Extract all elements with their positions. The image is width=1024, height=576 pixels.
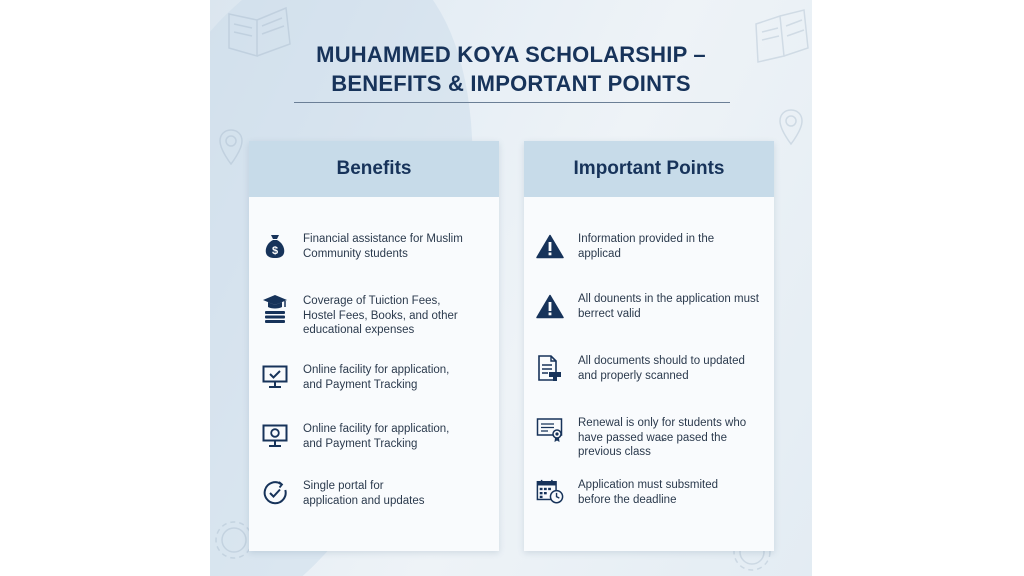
benefit-item: Online facility for application, and Payment Tracking [249, 422, 499, 451]
title-divider [294, 102, 730, 103]
important-item: All dounents in the application must berrect valid [524, 292, 774, 321]
title-line-1: MUHAMMED KOYA SCHOLARSHIP – [316, 42, 706, 67]
title-line-2: BENEFITS & IMPORTANT POINTS [331, 71, 691, 96]
monitor-refresh-icon [261, 422, 289, 450]
graduation-cap-books-icon [261, 294, 289, 322]
benefit-item: Online facility for application, and Payment Tracking [249, 363, 499, 392]
benefit-item: $ Financial assistance for Muslim Community students [249, 232, 499, 261]
calendar-clock-icon [536, 478, 564, 506]
important-item: All documents should to updated and properly scanned [524, 354, 774, 383]
warning-icon [536, 292, 564, 320]
money-bag-icon [261, 232, 289, 260]
location-pin-icon [778, 108, 804, 146]
warning-icon [536, 232, 564, 260]
important-item: Information provided in the applicad [524, 232, 774, 261]
document-scan-icon [536, 354, 564, 382]
benefits-card [249, 141, 499, 551]
location-pin-icon [218, 128, 244, 166]
benefit-item: Coverage of Tuiction Fees, Hostel Fees, Books, and other educational expenses [249, 294, 499, 338]
benefit-item: Single portal for application and updates [249, 479, 499, 508]
page-title [210, 40, 812, 98]
important-item: Renewal is only for students who have passed waɕe pased the previous class [524, 416, 774, 460]
circular-check-icon [261, 479, 289, 507]
important-points-card [524, 141, 774, 551]
benefits-heading: Benefits [249, 141, 499, 197]
infographic-poster [210, 0, 812, 576]
svg-text:$: $ [271, 245, 279, 257]
monitor-check-icon [261, 363, 289, 391]
certificate-icon [536, 416, 564, 444]
important-points-heading: Important Points [524, 141, 774, 197]
important-item: Application must subsmited before the deadline [524, 478, 774, 507]
